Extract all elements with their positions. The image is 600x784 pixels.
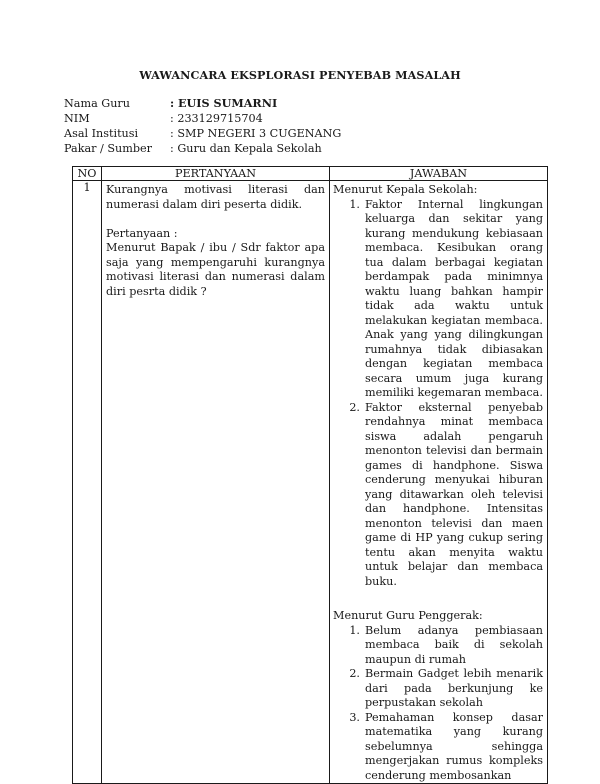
info-label: NIM <box>64 112 90 125</box>
list-item <box>333 711 543 784</box>
list-item-text: Belum adanya pembiasaan membaca baik di sekolah maupun di rumah <box>365 623 543 666</box>
info-row-source <box>64 141 341 156</box>
list-item-text: Pemahaman konsep dasar matematika yang kurang sebelumnya sehingga mengerjakan rumus kompleks cenderung membosankan <box>365 710 543 782</box>
answer-cell <box>330 181 548 784</box>
list-item-number: 1. <box>349 623 360 637</box>
table-row <box>73 181 548 784</box>
info-label: Asal Institusi <box>64 127 139 140</box>
answer-heading-teacher: Menurut Guru Penggerak: <box>333 609 483 622</box>
list-item <box>333 198 543 401</box>
list-item-number: 2. <box>349 400 360 414</box>
list-item-text: Faktor Internal lingkungan keluarga dan sekitar yang kurang mendukung kebiasaan membaca. Kesibukan orang tua dalam berbagai kegiatan berdampak pada minimnya waktu luang bahkan hampir tidak ada waktu untuk melakukan kegiatan membaca. Anak yang yang dilingkungan rumahnya tidak dibiasakan dengan kegiatan membaca secara umum juga kurang memiliki kegemaran membaca. <box>365 197 543 399</box>
answer-list-teacher <box>333 624 543 784</box>
list-item-text: Bermain Gadget lebih menarik dari pada berkunjung ke perpustakan sekolah <box>365 667 543 709</box>
header-answer: JAWABAN <box>330 167 548 181</box>
list-item-number: 2. <box>349 667 360 680</box>
answer-list-principal <box>333 198 543 590</box>
list-item <box>333 401 543 590</box>
list-item <box>333 667 543 711</box>
info-value: : 233129715704 <box>170 112 263 125</box>
header-no: NO <box>73 167 102 181</box>
row-number: 1 <box>73 181 102 784</box>
info-value: : Guru dan Kepala Sekolah <box>170 142 322 155</box>
header-question: PERTANYAAN <box>102 167 330 181</box>
info-block <box>64 96 341 156</box>
info-value: : EUIS SUMARNI <box>170 96 278 110</box>
info-label: Pakar / Sumber <box>64 142 152 155</box>
list-item-number: 3. <box>349 710 360 724</box>
problem-text: Kurangnya motivasi literasi dan numerasi dalam diri peserta didik. <box>106 183 325 211</box>
info-value: : SMP NEGERI 3 CUGENANG <box>170 127 342 140</box>
interview-table <box>72 166 548 784</box>
list-item-number: 1. <box>349 197 360 211</box>
list-item <box>333 624 543 668</box>
question-cell <box>102 181 330 784</box>
table-header-row <box>73 167 548 181</box>
info-row-teacher-name <box>64 96 341 111</box>
question-label: Pertanyaan : <box>106 226 178 240</box>
info-row-institution <box>64 126 341 141</box>
info-label: Nama Guru <box>64 97 130 110</box>
answer-heading-principal: Menurut Kepala Sekolah: <box>333 183 478 196</box>
list-item-text: Faktor eksternal penyebab rendahnya minat membaca siswa adalah pengaruh menonton televisi dan bermain games di handphone. Siswa cenderung menyukai hiburan yang ditawarkan oleh televisi dan handphone. Intensitas menonton televisi dan maen game di HP yang cukup sering tentu akan menyita waktu untuk belajar dan membaca buku. <box>365 400 543 588</box>
info-row-nim <box>64 111 341 126</box>
document-title: WAWANCARA EKSPLORASI PENYEBAB MASALAH <box>139 68 461 82</box>
question-text: Menurut Bapak / ibu / Sdr faktor apa saja yang mempengaruhi kurangnya motivasi literasi dan numerasi dalam diri pesrta didik ? <box>106 241 325 298</box>
